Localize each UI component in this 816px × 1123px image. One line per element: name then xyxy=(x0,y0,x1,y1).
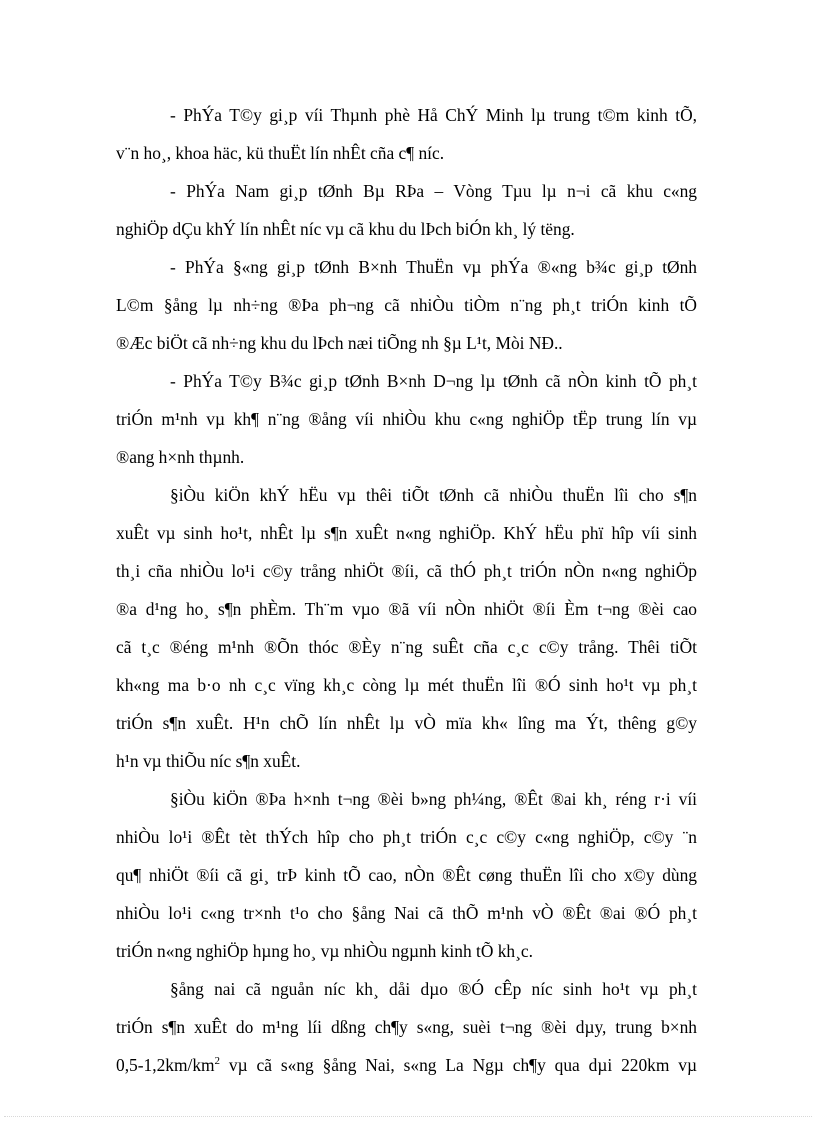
superscript: 2 xyxy=(214,1055,221,1068)
text-line: triÓn s¶n xuÊt do m¹ng líi dßng ch¶y s«ng, suèi t¬ng ®èi dµy, trung b×nh xyxy=(116,1017,697,1037)
text-line: kh«ng ma b·o nh c¸c vïng kh¸c còng lµ mét thuËn lîi ®Ó sinh ho¹t vµ ph¸t xyxy=(116,675,697,695)
text-line: L©m §ång lµ nh÷ng ®Þa ph¬ng cã nhiÒu tiÒm n¨ng ph¸t triÓn kinh tÕ xyxy=(116,295,697,315)
text-line: - PhÝa T©y gi¸p víi Thµnh phè Hå ChÝ Minh lµ trung t©m kinh tÕ, xyxy=(170,105,697,125)
text-line: - PhÝa Nam gi¸p tØnh Bµ RÞa – Vòng Tµu lµ n¬i cã khu c«ng xyxy=(170,181,697,201)
text-line: §iÒu kiÖn ®Þa h×nh t¬ng ®èi b»ng ph¼ng, ®Êt ®ai kh¸ réng r·i víi xyxy=(170,789,697,809)
text-line: ®a d¹ng ho¸ s¶n phÈm. Th¨m vµo ®ã víi nÒn nhiÖt ®íi Èm t¬ng ®èi cao xyxy=(116,599,697,619)
text-line-rest: vµ cã s«ng §ång Nai, s«ng La Ngµ ch¶y qua dµi 220km vµ xyxy=(220,1055,697,1075)
text-line: cã t¸c ®éng m¹nh ®Õn thóc ®Èy n¨ng suÊt cña c¸c c©y trång. Thêi tiÕt xyxy=(116,637,697,657)
text-line-start: 0,5-1,2km/km xyxy=(116,1055,215,1075)
text-line: nghiÖp dÇu khÝ lín nhÊt níc vµ cã khu du lÞch biÓn kh¸ lý tëng. xyxy=(116,219,575,239)
body-text xyxy=(116,96,697,1084)
text-line: v¨n ho¸, khoa häc, kü thuËt lín nhÊt cña c¶ níc. xyxy=(116,143,445,163)
text-line: th¸i cña nhiÒu lo¹i c©y trång nhiÖt ®íi, cã thÓ ph¸t triÓn nÒn n«ng nghiÖp xyxy=(116,561,697,581)
text-line: h¹n vµ thiÕu níc s¶n xuÊt. xyxy=(116,751,301,771)
text-line: - PhÝa T©y B¾c gi¸p tØnh B×nh D¬ng lµ tØnh cã nÒn kinh tÕ ph¸t xyxy=(170,371,697,391)
text-line: ®ang h×nh thµnh. xyxy=(116,447,245,467)
text-line: §iÒu kiÖn khÝ hËu vµ thêi tiÕt tØnh cã nhiÒu thuËn lîi cho s¶n xyxy=(170,485,697,505)
text-line: §ång nai cã nguån níc kh¸ dåi dµo ®Ó cÊp níc sinh ho¹t vµ ph¸t xyxy=(170,979,697,999)
page-bottom-border xyxy=(4,1116,812,1117)
text-line: triÓn n«ng nghiÖp hµng ho¸ vµ nhiÒu ngµnh kinh tÕ kh¸c. xyxy=(116,941,533,961)
text-line: qu¶ nhiÖt ®íi cã gi¸ trÞ kinh tÕ cao, nÒn ®Êt cøng thuËn lîi cho x©y dùng xyxy=(116,865,697,885)
text-line: triÓn s¶n xuÊt. H¹n chÕ lín nhÊt lµ vÒ mïa kh« lîng ma Ýt, thêng g©y xyxy=(116,713,697,733)
text-line: nhiÒu lo¹i c«ng tr×nh t¹o cho §ång Nai cã thÕ m¹nh vÒ ®Êt ®ai ®Ó ph¸t xyxy=(116,903,697,923)
text-line: - PhÝa §«ng gi¸p tØnh B×nh ThuËn vµ phÝa ®«ng b¾c gi¸p tØnh xyxy=(170,257,697,277)
text-line xyxy=(116,1046,697,1084)
text-line: nhiÒu lo¹i ®Êt tèt thÝch hîp cho ph¸t triÓn c¸c c©y c«ng nghiÖp, c©y ¨n xyxy=(116,827,697,847)
text-line: triÓn m¹nh vµ kh¶ n¨ng ®ång víi nhiÒu khu c«ng nghiÖp tËp trung lín vµ xyxy=(116,409,697,429)
text-line: ®Æc biÖt cã nh÷ng khu du lÞch næi tiÕng nh §µ L¹t, Mòi NÐ.. xyxy=(116,333,563,353)
text-line: xuÊt vµ sinh ho¹t, nhÊt lµ s¶n xuÊt n«ng nghiÖp. KhÝ hËu phï hîp víi sinh xyxy=(116,523,697,543)
